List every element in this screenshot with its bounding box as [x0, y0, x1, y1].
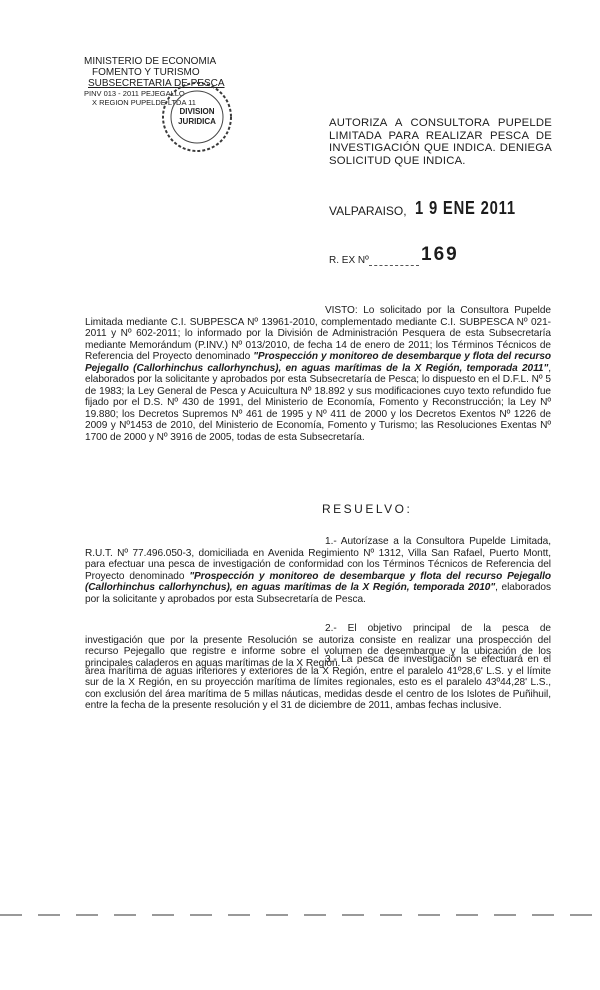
- visto-project-name: "Prospección y monitoreo de desembarque y flota del recurso Pejegallo (Callorhinchus callorhynchus), en aguas marítimas de la X Región, temporada 2011": [85, 351, 551, 374]
- resolution-number-line: [369, 265, 419, 266]
- point-1-project-name: "Prospección y monitoreo de desembarque y flota del recurso Pejegallo (Callorhinchus callorhynchus), en aguas marítimas de la X Región, temporada 2010": [85, 570, 551, 593]
- resolution-number: 169: [421, 244, 459, 265]
- pinv-reference: PINV 013 - 2011 PEJEGALLO: [84, 89, 185, 98]
- point-1-text-2: , elaborados por la solicitante y aprobados por esta Subsecretaría de Pesca.: [85, 582, 551, 605]
- resolution-title: AUTORIZA A CONSULTORA PUPELDE LIMITADA PARA REALIZAR PESCA DE INVESTIGACIÓN QUE INDICA. DENIEGA SOLICITUD QUE INDICA.: [329, 117, 552, 167]
- point-1-text-1: 1.- Autorízase a la Consultora Pupelde Limitada, R.U.T. Nº 77.496.050-3, domiciliada en Avenida Regimiento Nº 1312, Villa San Rafael, Puerto Montt, para efectuar una pesca de investigación de conformidad con los Términos Técnicos de Referencia del Proyecto denominado: [85, 536, 551, 582]
- resolution-point-1: [85, 536, 551, 605]
- ministry-line-2: FOMENTO Y TURISMO: [92, 67, 200, 78]
- subsecretaria-line: SUBSECRETARIA DE PESCA: [88, 78, 225, 89]
- footer-dashed-line: [0, 907, 600, 921]
- visto-text-1: VISTO: Lo solicitado por la Consultora Pupelde Limitada mediante C.I. SUBPESCA Nº 13961-2010, complementado mediante C.I. SUBPESCA Nº 021-2011 y Nº 602-2011; lo informado por la División de Administración Pesquera de esta Subsecretaría mediante Memorándum (P.INV.) Nº 013/2010, de fecha 14 de enero de 2011; los Términos Técnicos de Referencia del Proyecto denominado: [85, 305, 551, 362]
- visto-text-2: , elaborados por la solicitante y aprobados por esta Subsecretaría de Pesca; lo dispuesto en el D.F.L. Nº 5 de 1983; la Ley General de Pesca y Acuicultura Nº 18.892 y sus modificaciones cuyo texto refundido fue fijado por el D.S. Nº 430 de 1991, del Ministerio de Economía, Fomento y Reconstrucción; la Ley Nº 19.880; los Decretos Supremos Nº 461 de 1995 y Nº 411 de 2000 y los Decretos Exentos Nº 1226 de 2009 y Nº1453 de 2010, del Ministerio de Economía, Fomento y Turismo; las Resoluciones Exentas Nº 1700 de 2000 y Nº 3916 de 2005, todas de esta Subsecretaría.: [85, 362, 551, 443]
- date-stamp: 1 9 ENE 2011: [415, 198, 516, 218]
- region-reference: X REGION PUPELDE LTDA 11: [92, 98, 196, 107]
- point-3-text: 3.- La pesca de investigación se efectuará en el área marítima de aguas interiores y exteriores de la X Región, entre el paralelo 41º28,6' L.S. y el límite sur de la X Región, en su proyección marítima de límites regionales, esto es el paralelo 43º44,28' L.S., con exclusión del área marítima de 5 millas náuticas, medidas desde el centro de los Islotes de Puñihuil, entre la fecha de la presente resolución y el 31 de diciembre de 2011, ambas fechas inclusive.: [85, 654, 551, 711]
- ministry-line-1: MINISTERIO DE ECONOMIA: [84, 56, 217, 67]
- place-label: VALPARAISO,: [329, 204, 407, 218]
- resolution-point-3: [85, 654, 551, 712]
- resolution-number-label: R. EX Nº: [329, 255, 369, 266]
- seal-text-line-2: JURIDICA: [178, 117, 216, 126]
- point-2-text: 2.- El objetivo principal de la pesca de investigación que por la presente Resolución se autoriza consiste en realizar una prospección del recurso Pejegallo que registre e informe sobre el volumen de desembarque y la ubicación de los principales caladeros en aguas marítimas de la X Región.: [85, 623, 551, 669]
- juridical-division-seal-icon: [160, 80, 234, 154]
- resuelvo-heading: RESUELVO:: [322, 502, 413, 516]
- seal-text-line-1: DIVISION: [179, 107, 215, 116]
- visto-paragraph: [85, 305, 551, 443]
